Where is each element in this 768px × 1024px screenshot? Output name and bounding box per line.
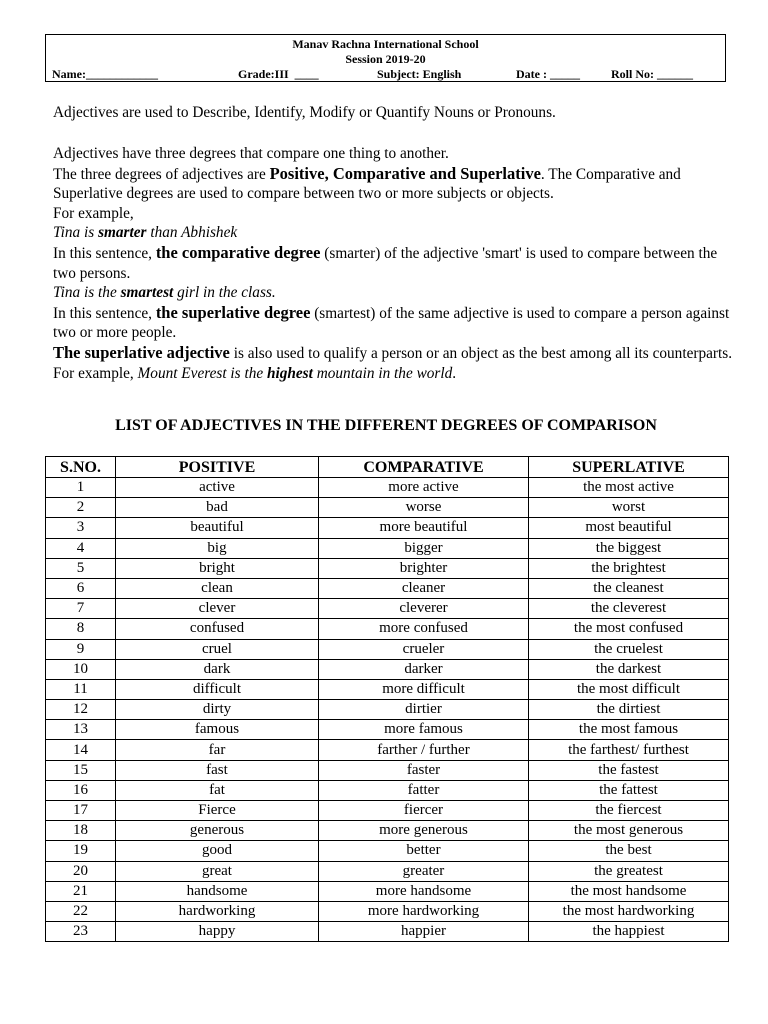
comparative-cell: more generous <box>319 821 529 841</box>
table-row <box>46 578 729 598</box>
superlative-cell: the cleanest <box>529 578 729 598</box>
comparative-cell: fatter <box>319 780 529 800</box>
text-span: . The Comparative and Superlative degrees are used to compare between two or more subjects or objects. <box>53 165 681 203</box>
text-span: The superlative adjective <box>53 342 230 362</box>
table-row <box>46 901 729 921</box>
superlative-cell: the most active <box>529 478 729 498</box>
sno-cell: 19 <box>46 841 116 861</box>
text-span: the comparative degree <box>155 242 321 262</box>
superlative-cell: the fiercest <box>529 801 729 821</box>
superlative-cell: the fattest <box>529 780 729 800</box>
table-header-row <box>46 457 729 478</box>
for-example: For example, <box>53 204 134 222</box>
text-span: . <box>452 364 457 382</box>
text-span: mountain in the world <box>312 364 453 382</box>
text-span: than Abhishek <box>146 224 238 242</box>
comparative-cell: more confused <box>319 619 529 639</box>
table-row <box>46 679 729 699</box>
positive-cell: cruel <box>116 639 319 659</box>
table-row <box>46 659 729 679</box>
positive-cell: famous <box>116 720 319 740</box>
table-row <box>46 599 729 619</box>
positive-cell: confused <box>116 619 319 639</box>
positive-cell: far <box>116 740 319 760</box>
superlative-cell: the biggest <box>529 538 729 558</box>
superlative-cell: the most famous <box>529 720 729 740</box>
degrees-sentence: Adjectives have three degrees that compare one thing to another. <box>53 145 449 162</box>
superlative-cell: the brightest <box>529 558 729 578</box>
text-span: In this sentence, <box>53 304 156 322</box>
positive-cell: good <box>116 841 319 861</box>
superlative-cell: the most difficult <box>529 679 729 699</box>
positive-cell: beautiful <box>116 518 319 538</box>
sno-cell: 4 <box>46 538 116 558</box>
sno-cell: 12 <box>46 700 116 720</box>
positive-cell: happy <box>116 922 319 942</box>
sno-cell: 14 <box>46 740 116 760</box>
sno-cell: 23 <box>46 922 116 942</box>
text-span: smarter <box>98 224 147 242</box>
student-info-row <box>46 67 725 81</box>
comparative-cell: brighter <box>319 558 529 578</box>
text-span: Tina is <box>53 224 99 242</box>
adjectives-table <box>45 456 729 942</box>
positive-cell: handsome <box>116 881 319 901</box>
superlative-cell: the most handsome <box>529 881 729 901</box>
example-superlative <box>53 283 733 303</box>
text-span: The three degrees of adjectives are <box>53 165 270 183</box>
superlative-cell: the most hardworking <box>529 901 729 921</box>
degrees-names: Positive, Comparative and Superlative <box>269 163 541 183</box>
text-span: highest <box>266 364 313 382</box>
intro-line: Adjectives are used to Describe, Identify, Modify or Quantify Nouns or Pronouns. <box>53 104 556 121</box>
table-row <box>46 922 729 942</box>
comparative-explanation <box>53 243 733 283</box>
positive-cell: generous <box>116 821 319 841</box>
superlative-cell: the darkest <box>529 659 729 679</box>
positive-cell: big <box>116 538 319 558</box>
comparative-cell: more famous <box>319 720 529 740</box>
header-comparative: COMPARATIVE <box>319 457 529 478</box>
degrees-list-sentence <box>53 164 733 204</box>
superlative-cell: worst <box>529 498 729 518</box>
positive-cell: clever <box>116 599 319 619</box>
sno-cell: 5 <box>46 558 116 578</box>
text-span: In this sentence, <box>53 244 156 262</box>
sno-cell: 15 <box>46 760 116 780</box>
superlative-cell: the greatest <box>529 861 729 881</box>
sno-cell: 2 <box>46 498 116 518</box>
positive-cell: clean <box>116 578 319 598</box>
table-row <box>46 700 729 720</box>
superlative-cell: the happiest <box>529 922 729 942</box>
table-row <box>46 538 729 558</box>
superlative-cell: the cleverest <box>529 599 729 619</box>
roll-field: Roll No: ______ <box>611 67 693 81</box>
sno-cell: 8 <box>46 619 116 639</box>
positive-cell: bad <box>116 498 319 518</box>
table-row <box>46 821 729 841</box>
table-row <box>46 760 729 780</box>
list-title: LIST OF ADJECTIVES IN THE DIFFERENT DEGREES OF COMPARISON <box>115 417 657 434</box>
worksheet-header <box>45 34 726 82</box>
superlative-cell: the best <box>529 841 729 861</box>
comparative-cell: more hardworking <box>319 901 529 921</box>
text-span: the superlative degree <box>155 302 311 322</box>
comparative-cell: dirtier <box>319 700 529 720</box>
text-span: is also used to qualify a person or an object as the best among all its counterparts. For example, <box>53 344 733 382</box>
header-sno: S.NO. <box>46 457 116 478</box>
positive-cell: active <box>116 478 319 498</box>
table-row <box>46 740 729 760</box>
text-span: (smarter) of the adjective 'smart' is used to compare between the two persons. <box>53 244 718 282</box>
table-row <box>46 801 729 821</box>
comparative-cell: bigger <box>319 538 529 558</box>
sno-cell: 13 <box>46 720 116 740</box>
text-span: Mount Everest is the <box>137 364 267 382</box>
positive-cell: great <box>116 861 319 881</box>
superlative-cell: the fastest <box>529 760 729 780</box>
table-row <box>46 639 729 659</box>
sno-cell: 9 <box>46 639 116 659</box>
positive-cell: dirty <box>116 700 319 720</box>
text-span: girl in the class. <box>173 284 276 302</box>
comparative-cell: cleaner <box>319 578 529 598</box>
superlative-cell: the most confused <box>529 619 729 639</box>
table-row <box>46 619 729 639</box>
sno-cell: 10 <box>46 659 116 679</box>
date-field: Date : _____ <box>516 67 580 81</box>
comparative-cell: more handsome <box>319 881 529 901</box>
table-row <box>46 478 729 498</box>
degrees-explanation <box>53 144 733 383</box>
superlative-cell: the farthest/ furthest <box>529 740 729 760</box>
sno-cell: 20 <box>46 861 116 881</box>
comparative-cell: worse <box>319 498 529 518</box>
positive-cell: fast <box>116 760 319 780</box>
positive-cell: bright <box>116 558 319 578</box>
sno-cell: 3 <box>46 518 116 538</box>
positive-cell: difficult <box>116 679 319 699</box>
subject-field: Subject: English <box>377 67 462 81</box>
comparative-cell: faster <box>319 760 529 780</box>
text-span: Tina is the <box>53 284 121 302</box>
comparative-cell: crueler <box>319 639 529 659</box>
comparative-cell: fiercer <box>319 801 529 821</box>
text-span: smartest <box>120 284 174 302</box>
positive-cell: hardworking <box>116 901 319 921</box>
table-row <box>46 881 729 901</box>
comparative-cell: cleverer <box>319 599 529 619</box>
table-row <box>46 861 729 881</box>
sno-cell: 7 <box>46 599 116 619</box>
comparative-cell: farther / further <box>319 740 529 760</box>
positive-cell: dark <box>116 659 319 679</box>
comparative-cell: better <box>319 841 529 861</box>
header-superlative: SUPERLATIVE <box>529 457 729 478</box>
table-row <box>46 498 729 518</box>
text-span: (smartest) of the same adjective is used to compare a person against two or more people. <box>53 304 730 342</box>
superlative-cell: the cruelest <box>529 639 729 659</box>
sno-cell: 18 <box>46 821 116 841</box>
sno-cell: 22 <box>46 901 116 921</box>
sno-cell: 11 <box>46 679 116 699</box>
sno-cell: 21 <box>46 881 116 901</box>
table-row <box>46 780 729 800</box>
example-comparative <box>53 223 733 243</box>
comparative-cell: more beautiful <box>319 518 529 538</box>
name-field: Name:____________ <box>52 67 158 81</box>
superlative-explanation <box>53 303 733 343</box>
sno-cell: 17 <box>46 801 116 821</box>
superlative-adjective-note <box>53 343 733 383</box>
comparative-cell: darker <box>319 659 529 679</box>
table-row <box>46 558 729 578</box>
superlative-cell: the most generous <box>529 821 729 841</box>
sno-cell: 16 <box>46 780 116 800</box>
comparative-cell: happier <box>319 922 529 942</box>
positive-cell: Fierce <box>116 801 319 821</box>
positive-cell: fat <box>116 780 319 800</box>
table-row <box>46 841 729 861</box>
superlative-cell: the dirtiest <box>529 700 729 720</box>
comparative-cell: greater <box>319 861 529 881</box>
table-body <box>46 478 729 942</box>
sno-cell: 6 <box>46 578 116 598</box>
superlative-cell: most beautiful <box>529 518 729 538</box>
sno-cell: 1 <box>46 478 116 498</box>
comparative-cell: more active <box>319 478 529 498</box>
comparative-cell: more difficult <box>319 679 529 699</box>
header-positive: POSITIVE <box>116 457 319 478</box>
school-name: Manav Rachna International School <box>292 37 479 51</box>
table-row <box>46 518 729 538</box>
table-row <box>46 720 729 740</box>
grade-field: Grade:III ____ <box>238 67 319 81</box>
session: Session 2019-20 <box>345 52 426 66</box>
